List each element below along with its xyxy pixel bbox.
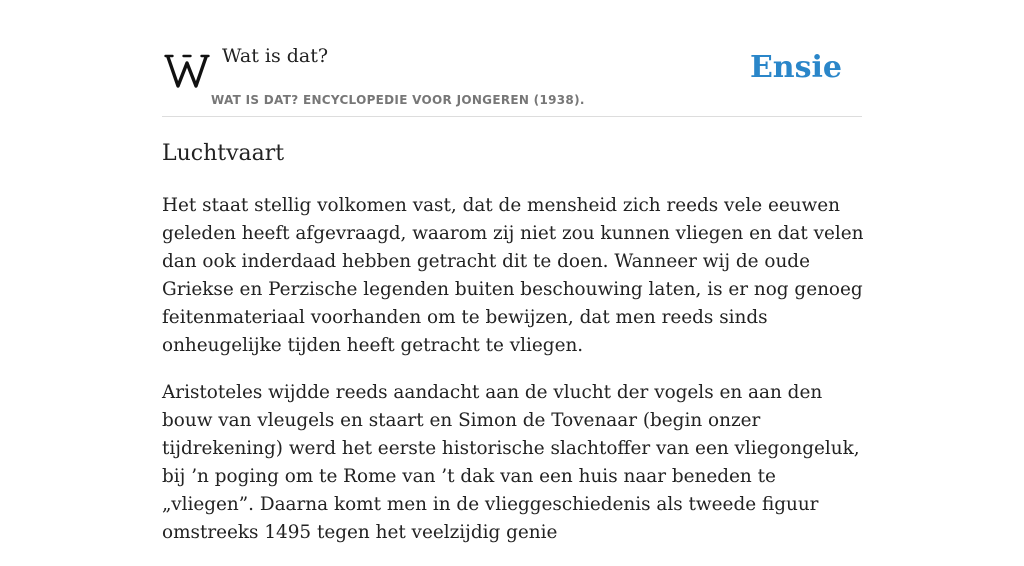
source-subtitle: WAT IS DAT? ENCYCLOPEDIE VOOR JONGEREN (1938). (211, 93, 585, 107)
wikipedia-w-icon[interactable] (165, 52, 209, 90)
site-title[interactable]: Wat is dat? (222, 45, 329, 67)
brand-logo-ensie[interactable]: Ensie (749, 50, 842, 85)
site-header (162, 0, 862, 117)
article-title: Luchtvaart (162, 141, 285, 166)
article (162, 138, 864, 566)
article-paragraph: Aristoteles wijdde reeds aandacht aan de vlucht der vogels en aan den bouw van vleugels en staart en Simon de Tovenaar (begin onzer tijdrekening) werd het eerste historische slachtoffer van een vliegongeluk, bij ’n poging om te Rome van ’t dak van een huis naar beneden te „vliegen”. Daarna komt men in de vlieggeschiedenis als tweede figuur omstreeks 1495 tegen het veelzijdig genie (162, 382, 860, 543)
article-paragraph: Het staat stellig volkomen vast, dat de mensheid zich reeds vele eeuwen geleden heeft afgevraagd, waarom zij niet zou kunnen vliegen en dat velen dan ook inderdaad hebben getracht dit te doen. Wanneer wij de oude Griekse en Perzische legenden buiten beschouwing laten, is er nog genoeg feitenmateriaal voorhanden om te bewijzen, dat men reeds sinds onheugelijke tijden heeft getracht te vliegen. (162, 195, 864, 356)
